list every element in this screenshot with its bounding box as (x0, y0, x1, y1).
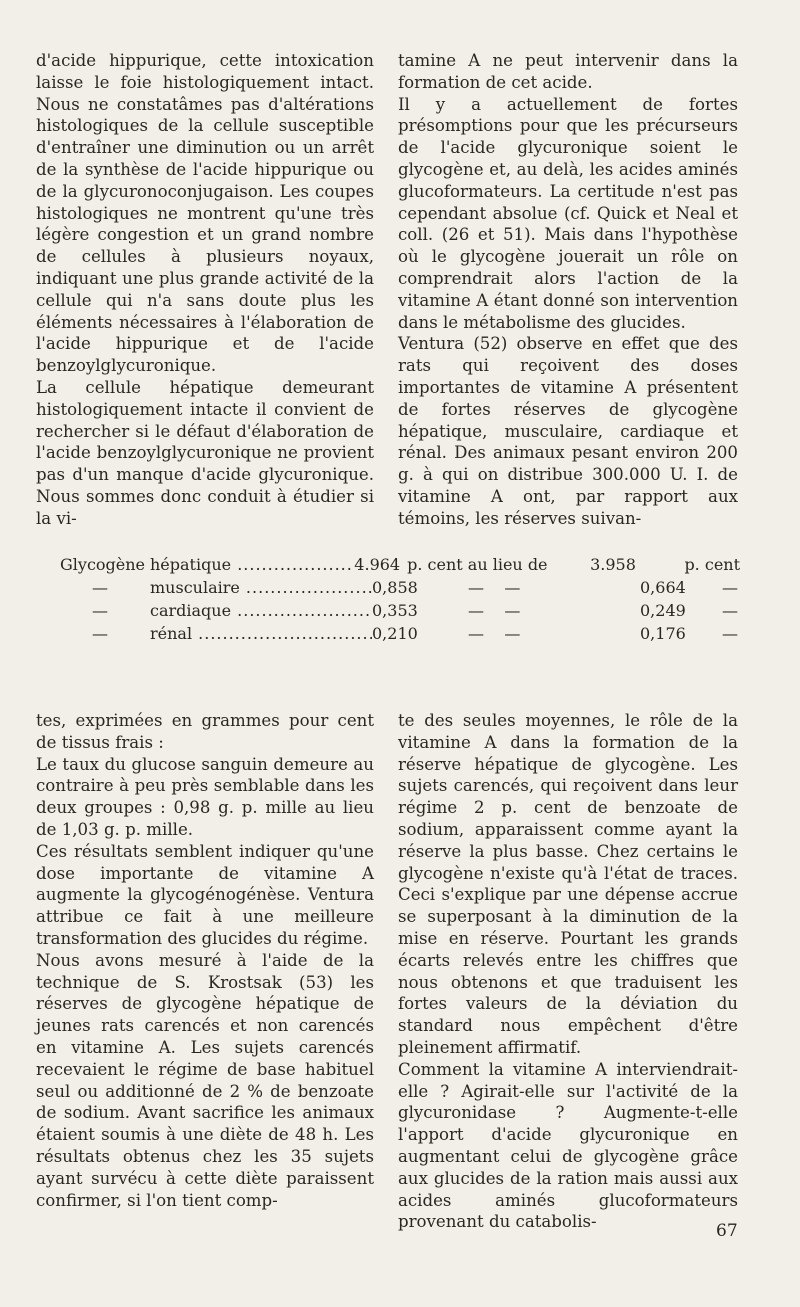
paragraph: Comment la vitamine A interviendrait-elle ? Agirait-elle sur l'activité de la glycuronidase ? Augmente-t-elle l'apport d'acide glycuronique en augmentant celui de glycogène grâce aux glucides de la ration mais aussi aux acides aminés glucoformateurs provenant du catabolis- (398, 1059, 738, 1232)
row-middle: — — (468, 578, 521, 597)
paragraph: Ces résultats semblent indiquer qu'une dose importante de vitamine A augmente la glycogénogénèse. Ventura attribue ce fait à une meilleure transformation des glucides du régime. (36, 841, 374, 948)
column-top-left (36, 50, 374, 530)
column-bottom-right (398, 710, 738, 1233)
row-control: 0,664 (640, 578, 686, 597)
row-value: 0,353 (372, 601, 418, 620)
row-middle: — — (468, 601, 521, 620)
paragraph: Nous avons mesuré à l'aide de la technique de S. Krostsak (53) les réserves de glycogène hépatique de jeunes rats carencés et non carencés en vitamine A. Les sujets carencés recevaient le régime de base habituel seul ou additionné de 2 % de benzoate de sodium. Avant sacrifice les animaux étaient soumis à une diète de 48 h. Les résultats obtenus chez les 35 sujets ayant survécu à cette diète paraissent confirmer, si l'on tient comp- (36, 950, 374, 1210)
paragraph: Il y a actuellement de fortes présomptions pour que les précurseurs de l'acide glycuronique soient le glycogène et, au delà, les acides aminés glucoformateurs. La certitude n'est pas cependant absolue (cf. Quick et Neal et coll. (26 et 51). Mais dans l'hypothèse où le glycogène jouerait un rôle on comprendrait alors l'action de la vitamine A étant donné son intervention dans le métabolisme des glucides. (398, 94, 738, 332)
row-value: 4.964 (354, 555, 401, 574)
row-prefix: — (92, 624, 108, 643)
row-organ: hépatique (150, 555, 232, 574)
row-unit: p. cent (684, 555, 741, 574)
row-control: 0,249 (640, 601, 686, 620)
row-unit: — (722, 601, 738, 620)
row-control: 0,176 (640, 624, 686, 643)
row-value: 0,210 (372, 624, 418, 643)
paragraph: La cellule hépatique demeurant histologiquement intacte il convient de rechercher si le défaut d'élaboration de l'acide benzoylglycuronique ne provient pas d'un manque d'acide glycuronique. Nous sommes donc conduit à étudier si la vi- (36, 377, 374, 528)
row-organ: cardiaque (150, 601, 232, 620)
paragraph: te des seules moyennes, le rôle de la vitamine A dans la formation de la réserve hépatique de glycogène. Les sujets carencés, qui reçoivent dans leur régime 2 p. cent de benzoate de sodium, apparaissent comme ayant la réserve la plus basse. Chez certains le glycogène n'existe qu'à l'état de traces. Ceci s'explique par une dépense accrue se superposant à la diminution de la mise en réserve. Pourtant les grands écarts relevés entre les chiffres que nous obtenons et que traduisent les fortes valeurs de la déviation du standard nous empêchent d'être pleinement affirmatif. (398, 711, 738, 1057)
row-control: 3.958 (590, 555, 636, 574)
row-unit: — (722, 578, 738, 597)
row-organ: musculaire (150, 578, 240, 597)
row-middle: p. cent au lieu de (407, 555, 548, 574)
row-prefix: Glycogène (60, 555, 146, 574)
row-prefix: — (92, 578, 108, 597)
row-value: 0,858 (372, 578, 418, 597)
page-number: 67 (716, 1221, 738, 1241)
table-row (60, 622, 740, 645)
paragraph: tes, exprimées en grammes pour cent de tissus frais : (36, 711, 374, 752)
glycogen-table (60, 553, 740, 645)
paragraph: Ventura (52) observe en effet que des rats qui reçoivent des doses importantes de vitamine A présentent de fortes réserves de glycogène hépatique, musculaire, cardiaque et rénal. Des animaux pesant environ 200 g. à qui on distribue 300.000 U. I. de vitamine A ont, par rapport aux témoins, les réserves suivan- (398, 334, 738, 528)
table-row (60, 553, 740, 576)
row-prefix: — (92, 601, 108, 620)
paragraph: tamine A ne peut intervenir dans la formation de cet acide. (398, 51, 738, 92)
table-row (60, 576, 740, 599)
paragraph: d'acide hippurique, cette intoxication laisse le foie histologiquement intact. Nous ne constatâmes pas d'altérations histologiques de la cellule susceptible d'entraîner une diminution ou un arrêt de la synthèse de l'acide hippurique ou de la glycuronoconjugaison. Les coupes histologiques ne montrent qu'une très légère congestion et un grand nombre de cellules à plusieurs noyaux, indiquant une plus grande activité de la cellule qui n'a sans doute plus les éléments nécessaires à l'élaboration de l'acide hippurique et de l'acide benzoylglycuronique. (36, 51, 374, 376)
row-unit: — (722, 624, 738, 643)
paragraph: Le taux du glucose sanguin demeure au contraire à peu près semblable dans les deux groupes : 0,98 g. p. mille au lieu de 1,03 g. p. mille. (36, 754, 374, 839)
table-row (60, 599, 740, 622)
column-bottom-left (36, 710, 374, 1211)
row-middle: — — (468, 624, 521, 643)
row-organ: rénal (150, 624, 193, 643)
column-top-right (398, 50, 738, 530)
